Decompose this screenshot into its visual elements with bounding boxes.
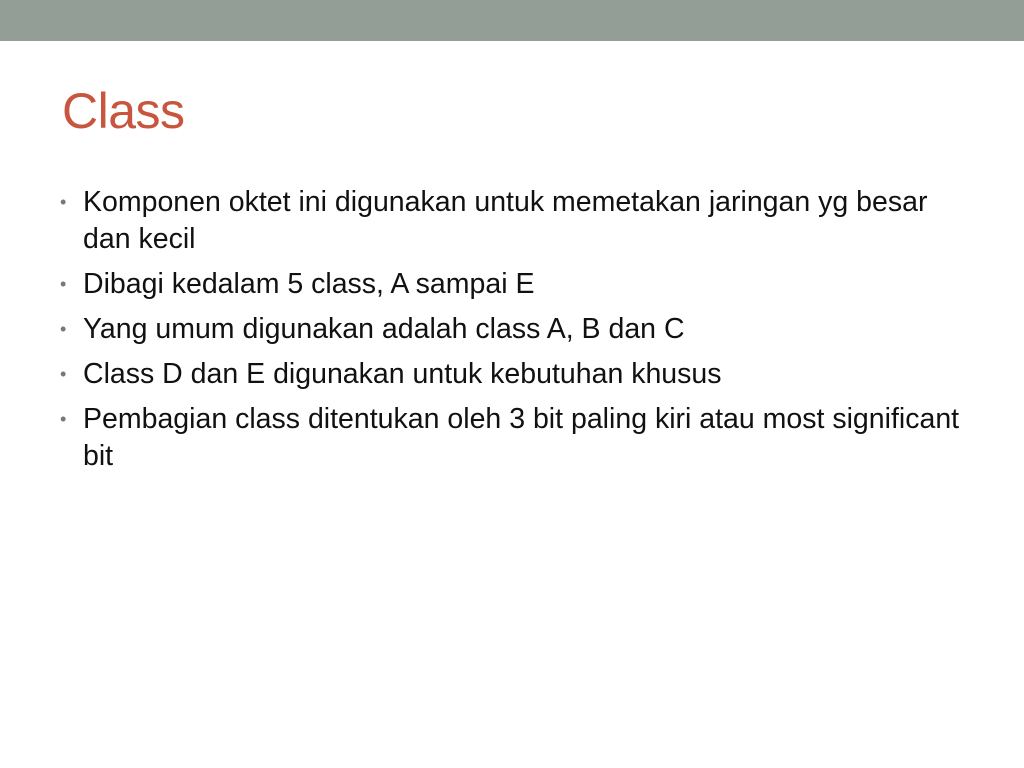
bullet-item	[60, 401, 960, 475]
bullet-text: Yang umum digunakan adalah class A, B dan C	[83, 313, 685, 345]
bullet-text: Pembagian class ditentukan oleh 3 bit paling kiri atau most significant bit	[83, 403, 960, 472]
bullet-item	[60, 184, 960, 258]
bullet-dot-icon: •	[60, 192, 67, 212]
bullet-text: Komponen oktet ini digunakan untuk memetakan jaringan yg besar dan kecil	[83, 186, 928, 255]
slide-title: Class	[62, 83, 185, 139]
bullet-text: Dibagi kedalam 5 class, A sampai E	[83, 268, 535, 300]
bullet-item	[60, 356, 960, 393]
bullet-item	[60, 266, 960, 303]
bullet-dot-icon: •	[60, 319, 67, 339]
bullet-dot-icon: •	[60, 409, 67, 429]
bullet-dot-icon: •	[60, 364, 67, 384]
bullet-text: Class D dan E digunakan untuk kebutuhan khusus	[83, 358, 722, 390]
top-accent-bar	[0, 0, 1024, 41]
bullet-item	[60, 311, 960, 348]
bullet-dot-icon: •	[60, 274, 67, 294]
bullet-list	[60, 184, 960, 483]
